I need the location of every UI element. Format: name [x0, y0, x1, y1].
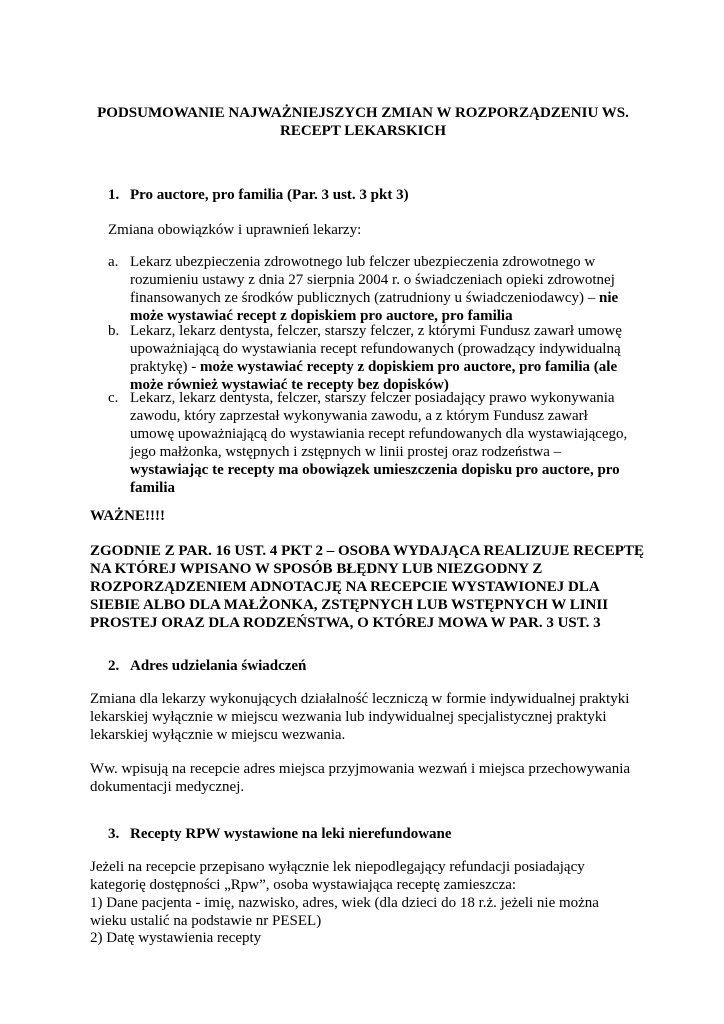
section-1-intro: Zmiana obowiązków i uprawnień lekarzy: — [108, 222, 362, 238]
list-item-bold: nie może wystawiać recept z dopiskiem pro auctore, pro familia — [130, 290, 619, 324]
list-item-c — [108, 389, 628, 497]
list-item-text — [130, 322, 628, 394]
document-title — [90, 104, 636, 140]
section-1-heading — [108, 186, 409, 204]
section-2-number: 2. — [108, 658, 120, 674]
title-line-1: PODSUMOWANIE NAJWAŻNIEJSZYCH ZMIAN W ROZPORZĄDZENIU WS. — [97, 105, 629, 121]
important-text: ZGODNIE Z PAR. 16 UST. 4 PKT 2 – OSOBA WYDAJĄCA REALIZUJE RECEPTĘ NA KTÓREJ WPISANO W SPOSÓB BŁĘDNY LUB NIEZGODNY Z ROZPORZĄDZENIEM ADNOTACJĘ NA RECEPCIE WYSTAWIONEJ DLA SIEBIE ALBO DLA MAŁŻONKA, ZSTĘPNYCH LUB WSTĘPNYCH W LINII PROSTEJ ORAZ DLA RODZEŃSTWA, O KTÓREJ MOWA W PAR. 3 UST. 3 — [90, 543, 644, 631]
list-item-text — [130, 253, 628, 325]
section-2-title: Adres udzielania świadczeń — [130, 658, 307, 674]
section-3-heading — [108, 825, 452, 843]
list-item-a — [108, 253, 628, 325]
list-item-text — [130, 389, 628, 497]
section-3-paragraph: Jeżeli na recepcie przepisano wyłącznie lek niepodlegający refundacji posiadający kategorię dostępności „Rpw”, osoba wystawiająca receptę zamieszcza: — [90, 859, 585, 893]
list-item-label: c. — [108, 390, 119, 406]
list-item-plain: Lekarz, lekarz dentysta, felczer, starszy felczer posiadający prawo wykonywania zawodu, który zaprzestał wykonywania zawodu, a z którym Fundusz zawarł umowę upoważniającą do wystawiania recept refundowanych dla wystawiającego, jego małżonka, wstępnych i zstępnych w linii prostej oraz rodzeństwa – — [130, 390, 628, 460]
list-item-bold: może wystawiać recepty z dopiskiem pro auctore, pro familia (ale może również wystawiać te recepty bez dopisków) — [130, 359, 618, 393]
section-3-title: Recepty RPW wystawione na leki nierefundowane — [130, 826, 452, 842]
important-label: WAŻNE!!!! — [90, 508, 165, 524]
list-item-bold: wystawiając te recepty ma obowiązek umieszczenia dopisku pro auctore, pro familia — [130, 462, 620, 496]
section-2-heading — [108, 657, 306, 675]
list-item-label: b. — [108, 323, 120, 339]
section-2-paragraph-1: Zmiana dla lekarzy wykonujących działalność leczniczą w formie indywidualnej praktyki lekarskiej wyłącznie w miejscu wezwania lub indywidualnej specjalistycznej praktyki lekarskiej wyłącznie w miejscu wezwania. — [90, 691, 630, 743]
section-3-list-item-2: 2) Datę wystawienia recepty — [90, 930, 262, 946]
section-3-list-item-1: 1) Dane pacjenta - imię, nazwisko, adres, wiek (dla dzieci do 18 r.ż. jeżeli nie można wieku ustalić na podstawie nr PESEL) — [90, 895, 599, 929]
section-1-number: 1. — [108, 187, 120, 203]
list-item-plain: Lekarz, lekarz dentysta, felczer, starszy felczer, z którymi Fundusz zawarł umowę upoważniającą do wystawiania recept refundowanych (prowadzący indywidualną praktykę) - — [130, 323, 622, 375]
list-item-label: a. — [108, 254, 119, 270]
section-2-paragraph-2: Ww. wpisują na recepcie adres miejsca przyjmowania wezwań i miejsca przechowywania dokumentacji medycznej. — [90, 761, 631, 795]
title-line-2: RECEPT LEKARSKICH — [279, 123, 446, 139]
list-item-plain: Lekarz ubezpieczenia zdrowotnego lub felczer ubezpieczenia zdrowotnego w rozumieniu ustawy z dnia 27 sierpnia 2004 r. o świadczeniach opieki zdrowotnej finansowanych ze środków publicznych (zatrudniony u świadczeniodawcy) – — [130, 254, 615, 306]
section-1-title: Pro auctore, pro familia (Par. 3 ust. 3 pkt 3) — [130, 187, 409, 203]
list-item-b — [108, 322, 628, 394]
section-3-number: 3. — [108, 826, 120, 842]
